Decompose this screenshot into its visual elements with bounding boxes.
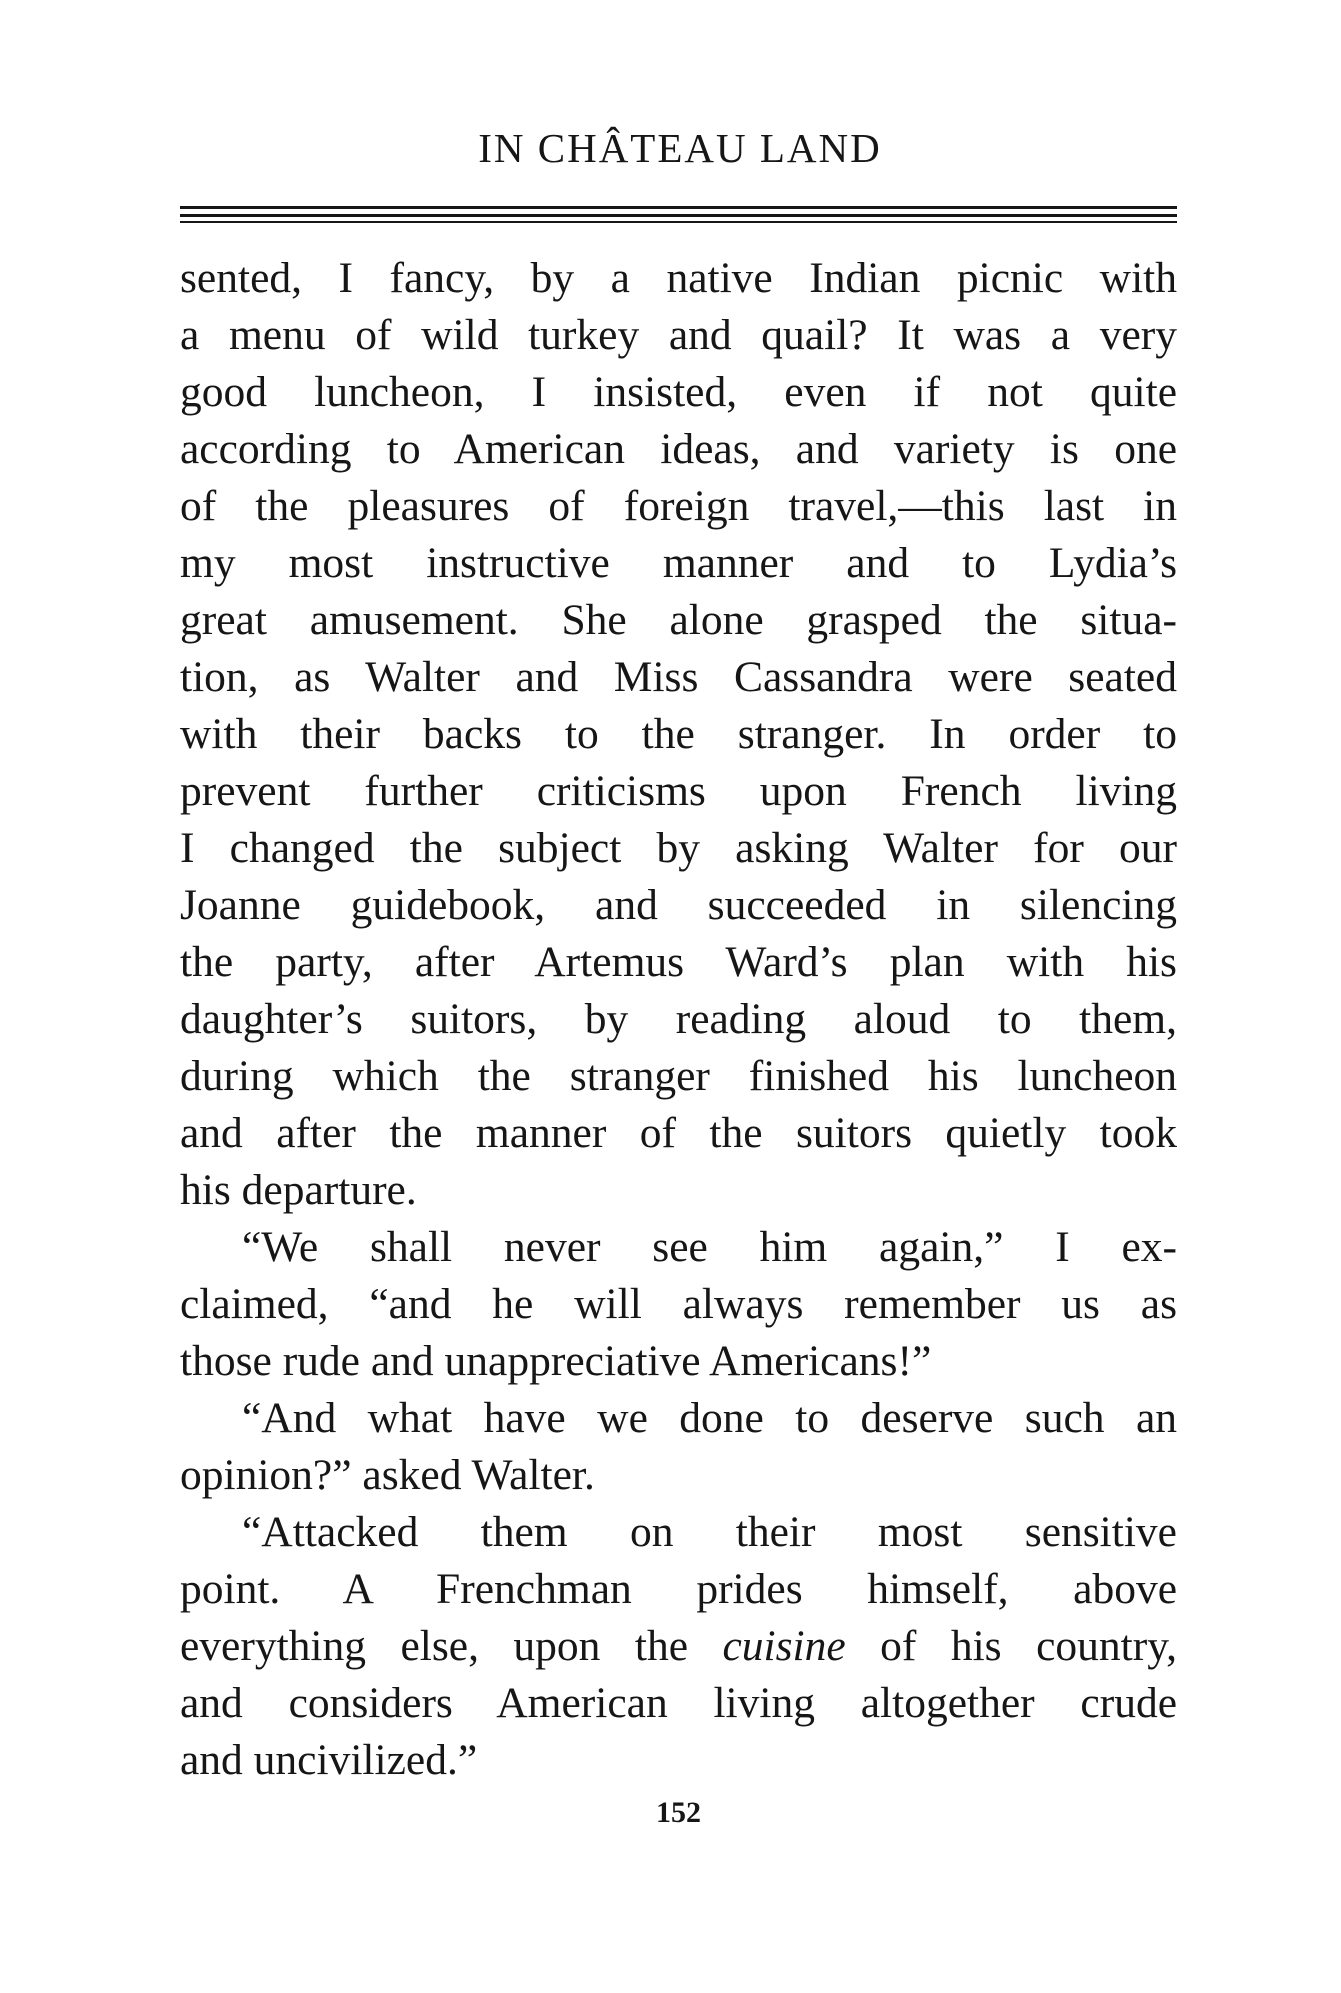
text-line: opinion?” asked Walter. [180, 1451, 595, 1499]
text-line: daughter’s suitors, by reading aloud to them, [180, 995, 1177, 1043]
text-fragment: everything else, upon the [180, 1622, 689, 1670]
page-number: 152 [656, 1796, 701, 1829]
text-fragment: of his country, [880, 1622, 1177, 1670]
text-line: good luncheon, I insisted, even if not quite [180, 368, 1177, 416]
text-line: those rude and unappreciative Americans!” [180, 1337, 932, 1385]
italic-word: cuisine [722, 1622, 846, 1670]
text-line: of the pleasures of foreign travel,—this last in [180, 482, 1177, 530]
header-rule [180, 206, 1177, 209]
text-line: and after the manner of the suitors quietly took [180, 1109, 1177, 1157]
text-line: “Attacked them on their most sensitive [242, 1508, 1177, 1556]
text-line: I changed the subject by asking Walter for our [180, 824, 1177, 872]
text-line: sented, I fancy, by a native Indian picnic with [180, 254, 1177, 302]
text-line: tion, as Walter and Miss Cassandra were seated [180, 653, 1177, 701]
header-rule [180, 221, 1177, 223]
body-text [180, 250, 1177, 1789]
text-line: “We shall never see him again,” I ex- [242, 1223, 1177, 1271]
text-line: my most instructive manner and to Lydia’s [180, 539, 1177, 587]
text-line: “And what have we done to deserve such an [242, 1394, 1177, 1442]
text-line: his departure. [180, 1166, 417, 1214]
text-line: with their backs to the stranger. In order to [180, 710, 1177, 758]
text-line: prevent further criticisms upon French living [180, 767, 1177, 815]
text-line: claimed, “and he will always remember us as [180, 1280, 1177, 1328]
text-line: according to American ideas, and variety is one [180, 425, 1177, 473]
header-rule [180, 214, 1177, 217]
text-line: during which the stranger finished his luncheon [180, 1052, 1177, 1100]
text-line: and uncivilized.” [180, 1736, 478, 1784]
text-line: a menu of wild turkey and quail? It was a very [180, 311, 1177, 359]
text-line: and considers American living altogether crude [180, 1679, 1177, 1727]
text-line: point. A Frenchman prides himself, above [180, 1565, 1177, 1613]
text-line [180, 1618, 1177, 1675]
running-head: IN CHÂTEAU LAND [478, 125, 882, 171]
text-line: great amusement. She alone grasped the situa- [180, 596, 1177, 644]
text-line: Joanne guidebook, and succeeded in silencing [180, 881, 1177, 929]
text-line: the party, after Artemus Ward’s plan with his [180, 938, 1177, 986]
